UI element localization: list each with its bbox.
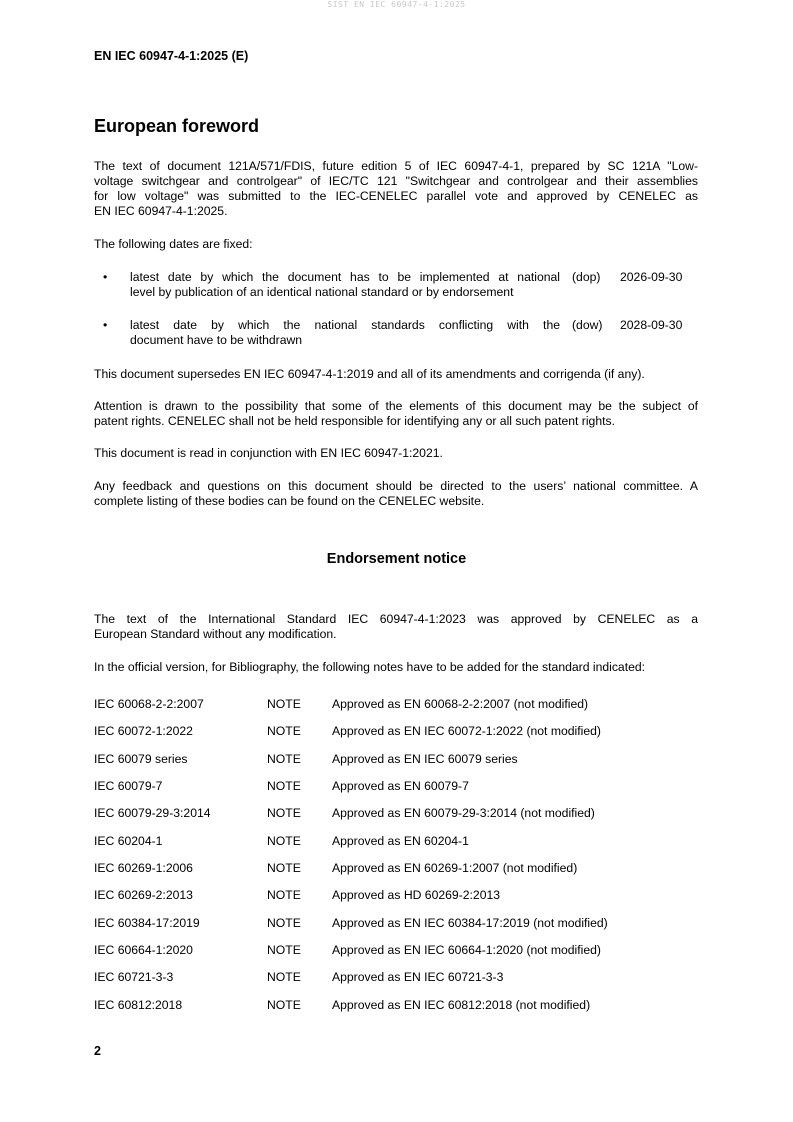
note-standard: IEC 60384-17:2019 bbox=[94, 916, 200, 930]
note-row bbox=[94, 943, 698, 958]
note-row bbox=[94, 834, 698, 849]
note-text: Approved as EN 60079-7 bbox=[332, 779, 469, 793]
date-item-line: document have to be withdrawn bbox=[130, 333, 303, 347]
paragraph-line: EN IEC 60947-4-1:2025. bbox=[94, 204, 228, 218]
note-row bbox=[94, 752, 698, 767]
note-text: Approved as EN 60068-2-2:2007 (not modified) bbox=[332, 697, 589, 711]
paragraph-line: complete listing of these bodies can be found on the CENELEC website. bbox=[94, 494, 485, 508]
note-row bbox=[94, 724, 698, 739]
paragraph-line: voltage switchgear and controlgear" of IEC/TC 121 "Switchgear and controlgear and their assemblies bbox=[94, 174, 698, 188]
note-row bbox=[94, 916, 698, 931]
note-row bbox=[94, 970, 698, 985]
note-row bbox=[94, 998, 698, 1013]
note-label: NOTE bbox=[267, 888, 301, 902]
note-standard: IEC 60079-29-3:2014 bbox=[94, 806, 211, 820]
note-label: NOTE bbox=[267, 752, 301, 766]
note-standard: IEC 60664-1:2020 bbox=[94, 943, 193, 957]
note-text: Approved as EN 60079-29-3:2014 (not modified) bbox=[332, 806, 595, 820]
page-number: 2 bbox=[94, 1044, 101, 1058]
note-text: Approved as EN IEC 60079 series bbox=[332, 752, 518, 766]
note-label: NOTE bbox=[267, 998, 301, 1012]
note-row bbox=[94, 888, 698, 903]
bullet-icon: • bbox=[103, 270, 108, 284]
paragraph-line: Attention is drawn to the possibility that some of the elements of this document may be the subject of bbox=[94, 399, 698, 413]
paragraph-line: The text of the International Standard IEC 60947-4-1:2023 was approved by CENELEC as a bbox=[94, 612, 698, 626]
paragraph-line: The text of document 121A/571/FDIS, future edition 5 of IEC 60947-4-1, prepared by SC 121A "Low- bbox=[94, 159, 698, 173]
attention-paragraph bbox=[94, 399, 698, 429]
date-value: 2028-09-30 bbox=[620, 318, 683, 332]
note-text: Approved as EN IEC 60721-3-3 bbox=[332, 970, 504, 984]
date-item-line: level by publication of an identical national standard or by endorsement bbox=[130, 285, 514, 299]
note-row bbox=[94, 806, 698, 821]
note-text: Approved as EN IEC 60664-1:2020 (not modified) bbox=[332, 943, 601, 957]
note-standard: IEC 60079 series bbox=[94, 752, 188, 766]
note-standard: IEC 60812:2018 bbox=[94, 998, 183, 1012]
note-standard: IEC 60072-1:2022 bbox=[94, 724, 193, 738]
paragraph-line: patent rights. CENELEC shall not be held responsible for identifying any or all such patent rights. bbox=[94, 414, 615, 428]
foreword-paragraph bbox=[94, 159, 698, 219]
paragraph-line: European Standard without any modification. bbox=[94, 627, 337, 641]
note-label: NOTE bbox=[267, 834, 301, 848]
note-label: NOTE bbox=[267, 724, 301, 738]
note-standard: IEC 60204-1 bbox=[94, 834, 163, 848]
endorsement-title: Endorsement notice bbox=[326, 551, 467, 567]
note-standard: IEC 60079-7 bbox=[94, 779, 163, 793]
paragraph-line: for low voltage" was submitted to the IEC-CENELEC parallel vote and approved by CENELEC as bbox=[94, 189, 698, 203]
note-label: NOTE bbox=[267, 970, 301, 984]
note-text: Approved as HD 60269-2:2013 bbox=[332, 888, 501, 902]
note-text: Approved as EN IEC 60812:2018 (not modified) bbox=[332, 998, 591, 1012]
document-id: EN IEC 60947-4-1:2025 (E) bbox=[94, 49, 249, 63]
note-text: Approved as EN 60204-1 bbox=[332, 834, 469, 848]
feedback-paragraph bbox=[94, 479, 698, 509]
date-item-text bbox=[130, 318, 560, 348]
watermark: SIST EN IEC 60947-4-1:2025 bbox=[327, 0, 466, 9]
note-standard: IEC 60068-2-2:2007 bbox=[94, 697, 204, 711]
note-label: NOTE bbox=[267, 697, 301, 711]
note-label: NOTE bbox=[267, 943, 301, 957]
note-standard: IEC 60721-3-3 bbox=[94, 970, 174, 984]
endorsement-paragraph bbox=[94, 612, 698, 642]
note-standard: IEC 60269-2:2013 bbox=[94, 888, 193, 902]
note-label: NOTE bbox=[267, 779, 301, 793]
bibliography-intro: In the official version, for Bibliography, the following notes have to be added for the standard indicated: bbox=[94, 660, 646, 674]
date-code: (dop) bbox=[572, 270, 601, 284]
note-label: NOTE bbox=[267, 861, 301, 875]
foreword-title: European foreword bbox=[94, 116, 260, 136]
supersedes-paragraph: This document supersedes EN IEC 60947-4-1:2019 and all of its amendments and corrigenda (if any). bbox=[94, 367, 645, 381]
date-item-line: latest date by which the national standards conflicting with the bbox=[130, 318, 560, 332]
note-row bbox=[94, 779, 698, 794]
note-text: Approved as EN IEC 60072-1:2022 (not modified) bbox=[332, 724, 601, 738]
note-label: NOTE bbox=[267, 916, 301, 930]
conjunction-paragraph: This document is read in conjunction with EN IEC 60947-1:2021. bbox=[94, 446, 443, 460]
date-item-line: latest date by which the document has to be implemented at national bbox=[130, 270, 560, 284]
date-item-text bbox=[130, 270, 560, 300]
note-row bbox=[94, 697, 698, 712]
date-value: 2026-09-30 bbox=[620, 270, 683, 284]
paragraph-line: Any feedback and questions on this document should be directed to the users’ national committee. A bbox=[94, 479, 698, 493]
note-text: Approved as EN IEC 60384-17:2019 (not modified) bbox=[332, 916, 608, 930]
dates-intro: The following dates are fixed: bbox=[94, 237, 253, 251]
note-standard: IEC 60269-1:2006 bbox=[94, 861, 193, 875]
note-row bbox=[94, 861, 698, 876]
note-label: NOTE bbox=[267, 806, 301, 820]
bullet-icon: • bbox=[103, 318, 108, 332]
date-code: (dow) bbox=[572, 318, 603, 332]
note-text: Approved as EN 60269-1:2007 (not modified) bbox=[332, 861, 578, 875]
